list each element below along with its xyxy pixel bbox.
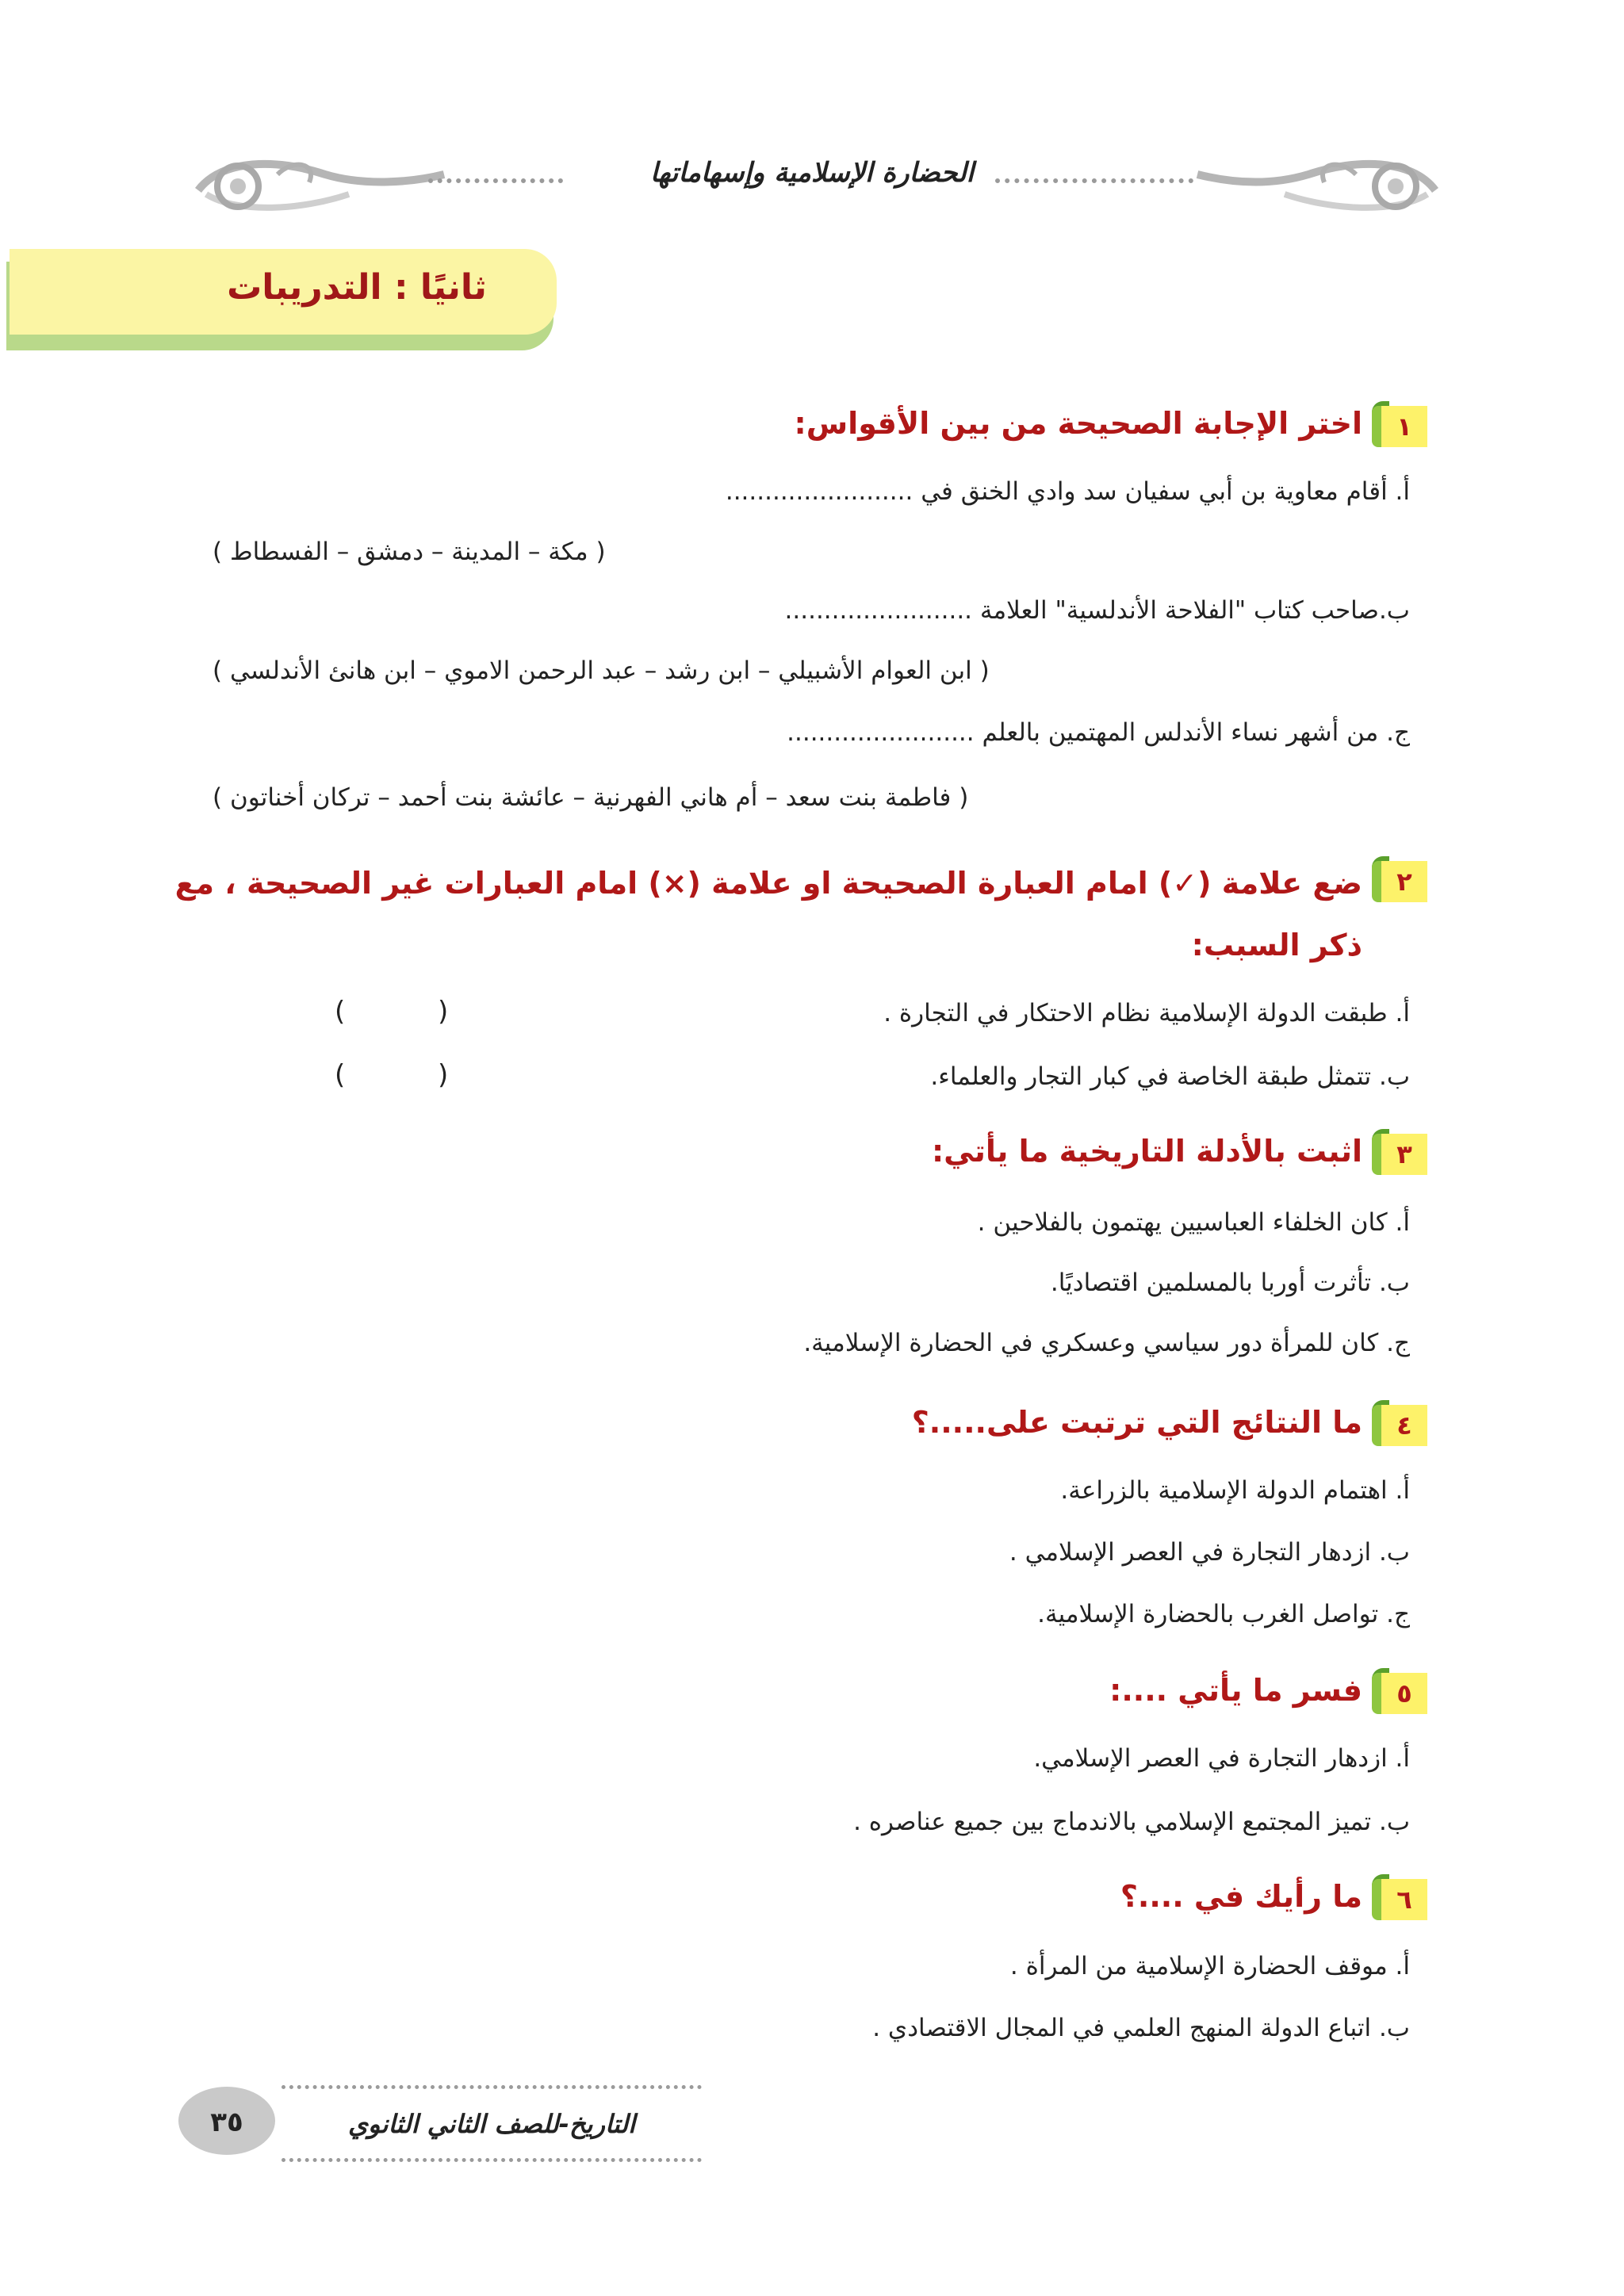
q1-options-b: ( ابن العوام الأشبيلي – ابن رشد – عبد الرحمن الاموي – ابن هانئ الأندلسي ) — [213, 656, 990, 685]
footer-dots-bottom — [282, 2158, 702, 2162]
page-header-title: الحضارة الإسلامية وإسهاماتها — [649, 157, 975, 189]
q4-item-b: ب. ازدهار التجارة في العصر الإسلامي . — [1009, 1538, 1410, 1567]
q5-number-badge: ٥ — [1372, 1673, 1427, 1719]
q4-title: ما النتائج التي ترتبت على.....؟ — [911, 1405, 1362, 1440]
q1-title: اختر الإجابة الصحيحة من بين الأقواس: — [794, 406, 1362, 441]
footer-text: التاريخ-للصف الثاني الثانوي — [348, 2109, 635, 2139]
q3-item-a: أ. كان الخلفاء العباسيين يهتمون بالفلاحين . — [977, 1208, 1410, 1237]
q3-item-b: ب. تأثرت أوربا بالمسلمين اقتصاديًا. — [1050, 1269, 1410, 1297]
q2-title-line1: ضع علامة (✓) امام العبارة الصحيحة او علامة (×) امام العبارات غير الصحيحة ، مع — [174, 866, 1362, 901]
q4-item-c: ج. تواصل الغرب بالحضارة الإسلامية. — [1037, 1600, 1410, 1628]
q6-number-badge: ٦ — [1372, 1879, 1427, 1925]
header-dots-right — [995, 163, 1193, 183]
q2-item-a: أ. طبقت الدولة الإسلامية نظام الاحتكار في التجارة . — [883, 999, 1410, 1027]
q2-item-b: ب. تتمثل طبقة الخاصة في كبار التجار والعلماء. — [930, 1062, 1410, 1091]
q1-number-badge: ١ — [1372, 406, 1427, 452]
q2-title-line2: ذكر السبب: — [1191, 928, 1362, 962]
q6-item-b: ب. اتباع الدولة المنهج العلمي في المجال الاقتصادي . — [872, 2014, 1410, 2042]
q5-title: فسر ما يأتي ....: — [1109, 1673, 1362, 1708]
q4-item-a: أ. اهتمام الدولة الإسلامية بالزراعة. — [1060, 1476, 1410, 1505]
q3-title: اثبت بالأدلة التاريخية ما يأتي: — [931, 1134, 1362, 1169]
q5-item-a: أ. ازدهار التجارة في العصر الإسلامي. — [1033, 1744, 1410, 1773]
section-title: ثانيًا : التدريبات — [227, 267, 487, 308]
q1-options-c: ( فاطمة بنت سعد – أم هاني الفهرنية – عائشة بنت أحمد – تركان أخناتون ) — [213, 783, 969, 812]
q1-item-b: ب.صاحب كتاب "الفلاحة الأندلسية" العلامة ........................ — [784, 596, 1410, 625]
q4-number-badge: ٤ — [1372, 1405, 1427, 1451]
right-ornament-icon — [1189, 151, 1443, 222]
q2-number-badge: ٢ — [1372, 861, 1427, 907]
q2-b-paren-open: ( — [438, 1059, 449, 1091]
q1-options-a: ( مكة – المدينة – دمشق – الفسطاط ) — [213, 538, 606, 566]
footer-dots-top — [282, 2085, 702, 2089]
q2-b-paren-close: ) — [335, 1059, 346, 1091]
q1-item-a: أ. أقام معاوية بن أبي سفيان سد وادي الخنق في ........................ — [725, 477, 1410, 506]
page-number: ٣٥ — [178, 2087, 275, 2155]
q5-item-b: ب. تميز المجتمع الإسلامي بالاندماج بين جميع عناصره . — [853, 1808, 1410, 1836]
q2-a-paren-open: ( — [438, 996, 449, 1027]
q3-item-c: ج. كان للمرأة دور سياسي وعسكري في الحضارة الإسلامية. — [803, 1329, 1410, 1357]
q2-a-paren-close: ) — [335, 996, 346, 1027]
q1-item-c: ج. من أشهر نساء الأندلس المهتمين بالعلم ........................ — [787, 718, 1410, 747]
q6-item-a: أ. موقف الحضارة الإسلامية من المرأة . — [1009, 1952, 1410, 1980]
q6-title: ما رأيك في ....؟ — [1120, 1879, 1362, 1914]
q3-number-badge: ٣ — [1372, 1134, 1427, 1180]
